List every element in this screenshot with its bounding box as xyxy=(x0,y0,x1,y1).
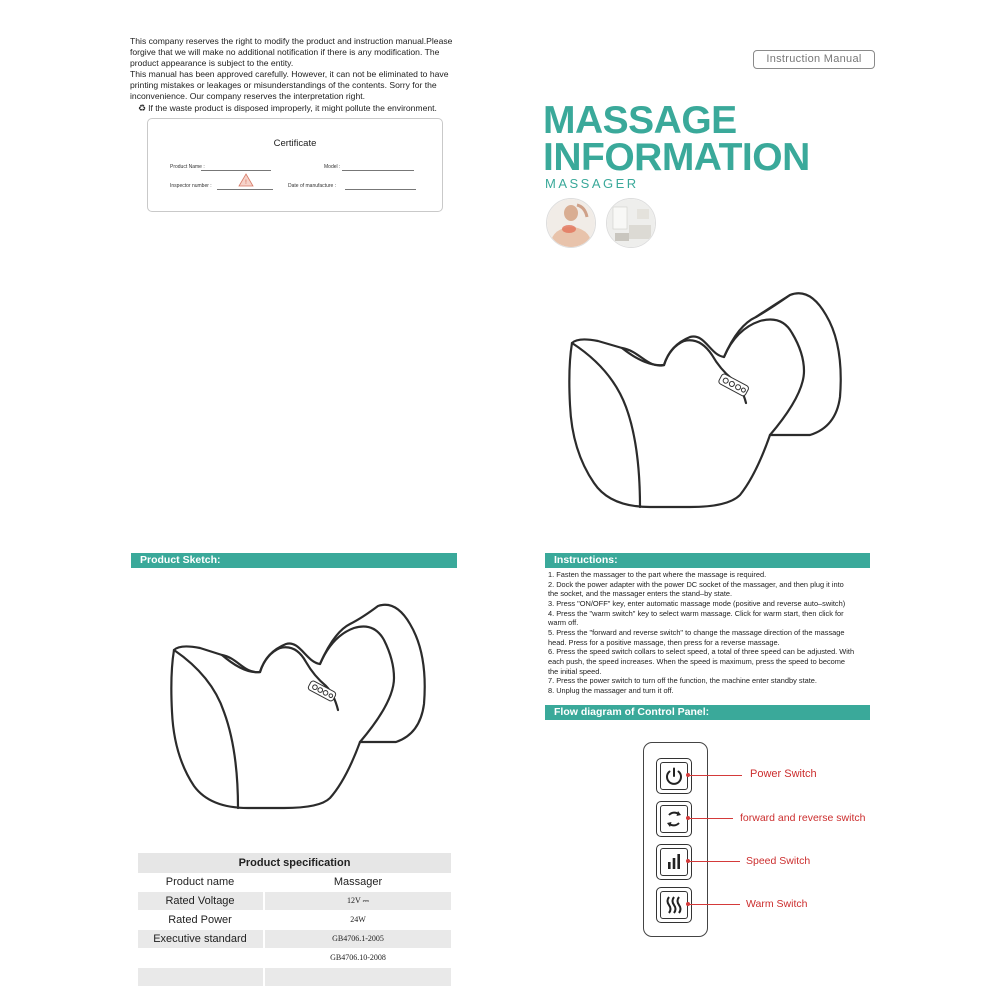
massager-sketch-illustration xyxy=(164,600,434,815)
inspector-number-label: Inspector number : xyxy=(170,183,212,189)
environment-warning xyxy=(138,103,475,114)
instruction-manual-badge: Instruction Manual xyxy=(753,50,875,69)
power-switch-label: Power Switch xyxy=(750,768,817,780)
leader-line xyxy=(688,818,733,820)
spec-name-cell: Rated Voltage xyxy=(165,895,235,907)
spec-name-cell: Executive standard xyxy=(153,933,247,945)
cell-divider xyxy=(263,968,265,986)
spec-name-cell: Rated Power xyxy=(168,914,232,926)
list-item: 8. Unplug the massager and turn it off. xyxy=(548,685,674,695)
back-massage-photo xyxy=(546,198,596,248)
certificate-title: Certificate xyxy=(273,138,317,149)
warm-switch-label: Warm Switch xyxy=(746,898,808,910)
spec-value-cell: GB4706.1-2005 xyxy=(332,934,384,943)
product-name-line xyxy=(201,170,271,171)
leader-line xyxy=(688,861,740,863)
forward-reverse-switch-label: forward and reverse switch xyxy=(740,812,866,824)
table-row xyxy=(138,968,451,986)
button-face xyxy=(660,762,688,790)
speed-switch-label: Speed Switch xyxy=(746,855,811,867)
table-row xyxy=(138,892,451,910)
interior-room-photo xyxy=(606,198,656,248)
list-item: 2. Dock the power adapter with the power DC socket of the massager, and then plug it into xyxy=(548,579,844,589)
table-row xyxy=(138,911,451,929)
list-item: 3. Press "ON/OFF" key, enter automatic massage mode (positive and reverse auto–switch) xyxy=(548,598,846,608)
list-item: the socket, and the massager enters the stand–by state. xyxy=(548,589,733,599)
rotate-icon xyxy=(661,806,687,832)
model-label: Model : xyxy=(324,164,341,170)
table-row xyxy=(138,930,451,948)
massager-illustration-large xyxy=(560,285,850,510)
instructions-header: Instructions: xyxy=(545,553,870,568)
button-face xyxy=(660,848,688,876)
list-item: 6. Press the speed switch collars to select speed, a total of three speed can be adjusted. With xyxy=(548,647,855,657)
cover-title-line2: INFORMATION xyxy=(543,136,810,179)
button-face xyxy=(660,805,688,833)
disclaimer-line: This company reserves the right to modify the product and instruction manual.Please xyxy=(130,36,453,46)
disclaimer-line: forgive that we will make no additional notification if there is any modification. The xyxy=(130,47,440,58)
disclaimer-line: inconvenience. Our company reserves the interpretation right. xyxy=(130,91,366,102)
svg-text:!: ! xyxy=(245,180,247,186)
table-row xyxy=(138,949,451,967)
spec-table-title: Product specification xyxy=(138,853,451,873)
disclaimer-line: product appearance is subject to the entity. xyxy=(130,58,294,69)
list-item: warm off. xyxy=(548,618,579,628)
spec-value-cell: 12V ⎓ xyxy=(346,896,370,905)
button-face xyxy=(660,891,688,919)
inspector-number-line xyxy=(217,189,273,190)
disclaimer-text xyxy=(130,36,475,114)
spec-value-cell: GB4706.10-2008 xyxy=(330,953,386,962)
environment-warning-text: If the waste product is disposed improperly, it might pollute the environment. xyxy=(148,102,437,113)
disclaimer-line: This manual has been approved carefully. However, it can not be eliminated to have xyxy=(130,69,449,80)
table-row xyxy=(138,873,451,891)
heat-waves-icon xyxy=(661,892,687,918)
leader-line xyxy=(688,775,742,777)
flow-diagram-header: Flow diagram of Control Panel: xyxy=(545,705,870,720)
product-name-label: Product Name : xyxy=(170,164,205,170)
recycle-icon: ♻ xyxy=(138,102,147,113)
inspection-stamp-icon xyxy=(238,173,254,187)
list-item: the initial speed. xyxy=(548,666,602,676)
instructions-list xyxy=(548,570,874,696)
spec-value-cell: Massager xyxy=(333,876,383,888)
list-item: 5. Press the "forward and reverse switch" to change the massage direction of the massage xyxy=(548,627,845,637)
spec-name-cell: Product name xyxy=(165,876,235,888)
control-panel xyxy=(643,742,708,937)
list-item: 1. Fasten the massager to the part where the massage is required. xyxy=(548,570,767,579)
list-item: 7. Press the power switch to turn off the function, the machine enter standby state. xyxy=(548,676,817,686)
power-icon xyxy=(661,763,687,789)
cover-title-line1: MASSAGE xyxy=(543,99,737,142)
list-item: 4. Press the "warm switch" key to select warm massage. Click for warm start, then click for xyxy=(548,608,844,618)
date-of-manufacture-line xyxy=(345,189,416,190)
disclaimer-line: printing mistakes or leakages or misunderstandings of the contents. Sorry for the xyxy=(130,80,437,91)
list-item: each push, the speed increases. When the speed is maximum, press the speed to become xyxy=(548,656,846,666)
date-of-manufacture-label: Date of manufacture : xyxy=(288,183,337,189)
speed-bars-icon xyxy=(661,849,687,875)
leader-line xyxy=(688,904,740,906)
spec-value-cell: 24W xyxy=(350,915,366,924)
list-item: head. Press for a positive massage, then press for a reverse massage. xyxy=(548,637,780,647)
product-sketch-header: Product Sketch: xyxy=(131,553,457,568)
cover-subtitle: MASSAGER xyxy=(545,176,639,191)
model-line xyxy=(342,170,414,171)
